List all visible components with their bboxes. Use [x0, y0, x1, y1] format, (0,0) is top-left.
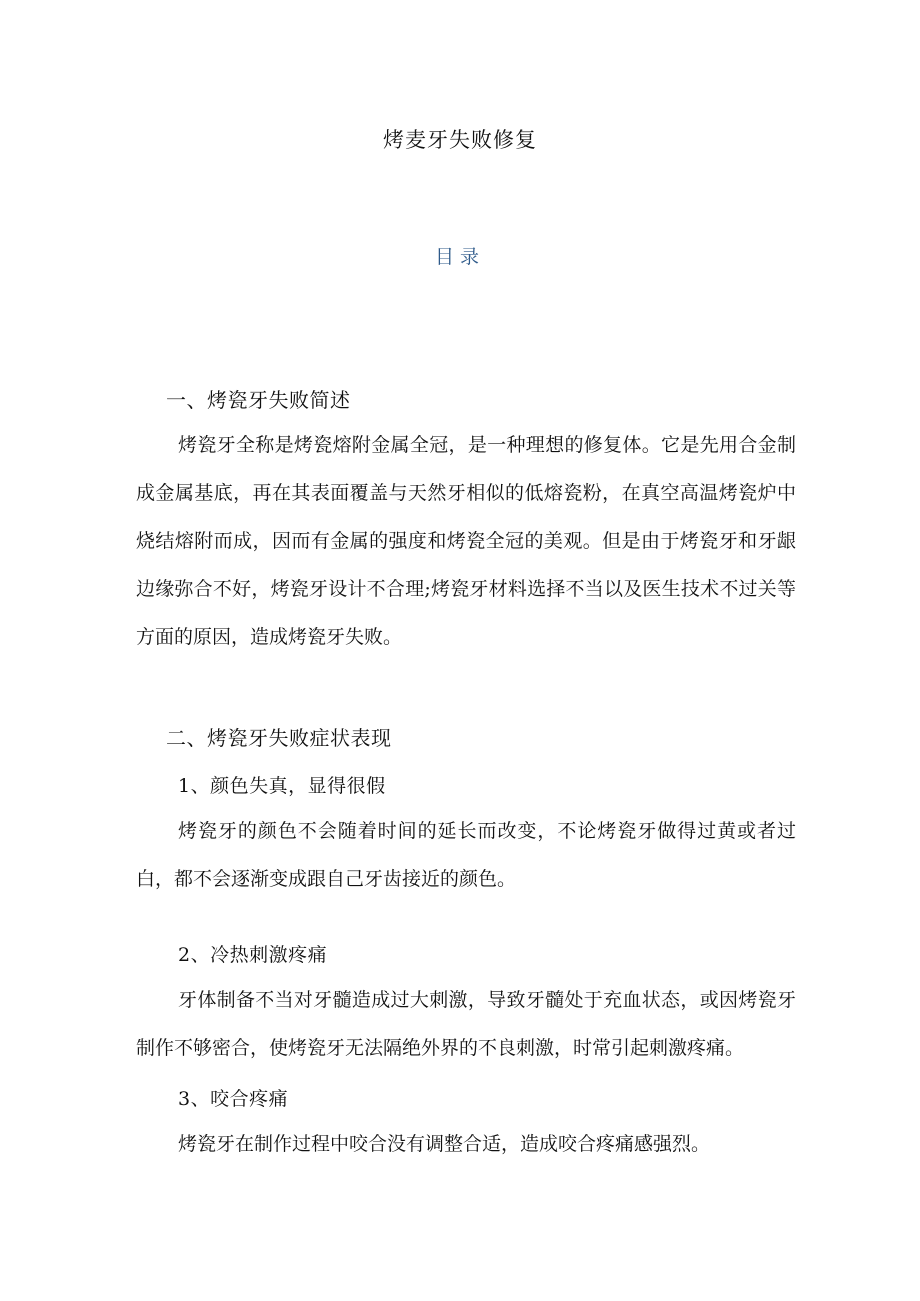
- table-of-contents-heading[interactable]: 目录: [434, 246, 485, 268]
- symptom-paragraph-sensitivity: 牙体制备不当对牙髓造成过大刺激，导致牙髓处于充血状态，或因烤瓷牙制作不够密合，使烤瓷牙无法隔绝外界的不良刺激，时常引起刺激疼痛。: [136, 989, 796, 1059]
- document-title: 烤麦牙失败修复: [383, 128, 537, 152]
- symptom-paragraph-color: 烤瓷牙的颜色不会随着时间的延长而改变，不论烤瓷牙做得过黄或者过白，都不会逐渐变成跟自己牙齿接近的颜色。: [136, 820, 796, 890]
- symptom-heading-color: 1、颜色失真，显得很假: [178, 775, 386, 797]
- symptom-paragraph-bite-pain: 烤瓷牙在制作过程中咬合没有调整合适，造成咬合疼痛感强烈。: [178, 1133, 711, 1155]
- symptom-heading-sensitivity: 2、冷热刺激疼痛: [178, 944, 328, 966]
- overview-paragraph: 烤瓷牙全称是烤瓷熔附金属全冠，是一种理想的修复体。它是先用合金制成金属基底，再在其表面覆盖与天然牙相似的低熔瓷粉，在真空高温烤瓷炉中烧结熔附而成，因而有金属的强度和烤瓷全冠的美观。但是由于烤瓷牙和牙龈边缘弥合不好，烤瓷牙设计不合理;烤瓷牙材料选择不当以及医生技术不过关等方面的原因，造成烤瓷牙失败。: [136, 434, 796, 648]
- section-heading-overview: 一、烤瓷牙失败简述: [166, 388, 351, 412]
- symptom-heading-bite-pain: 3、咬合疼痛: [178, 1088, 289, 1110]
- section-heading-symptoms: 二、烤瓷牙失败症状表现: [166, 726, 392, 750]
